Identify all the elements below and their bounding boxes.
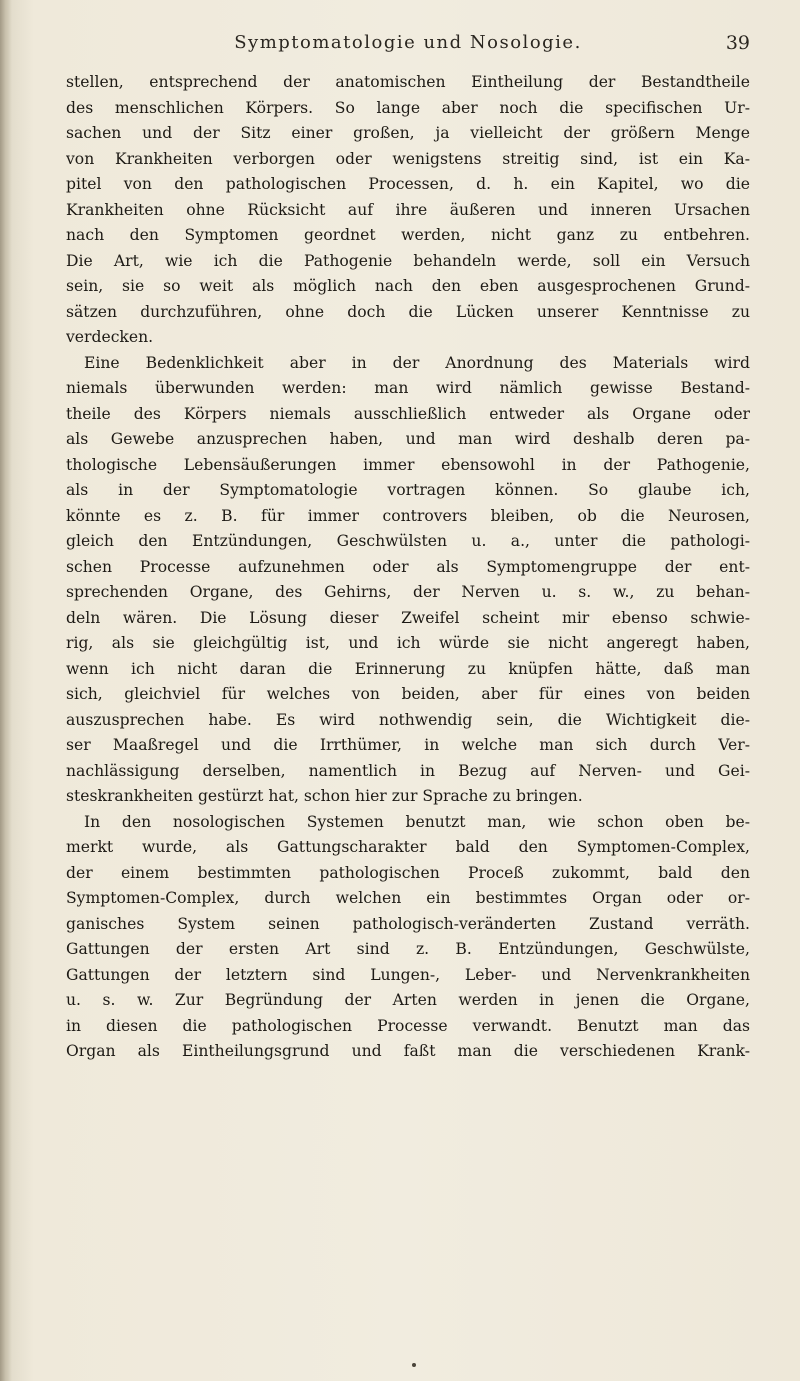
text-line: könnte es z. B. für immer controvers bleiben, ob die Neurosen, [66,506,750,525]
text-line: als in der Symptomatologie vortragen können. So glaube ich, [66,481,750,499]
text-line: u. s. w. Zur Begründung der Arten werden in jenen die Organe, [66,991,750,1009]
text-line: Organ als Eintheilungsgrund und faßt man die verschiedenen Krank- [66,1042,750,1060]
text-line: thologische Lebensäußerungen immer ebensowohl in der Pathogenie, [66,455,750,474]
text-line: Eine Bedenklichkeit aber in der Anordnung des Materials wird [84,353,750,372]
text-line: theile des Körpers niemals ausschließlich entweder als Organe oder [66,404,750,423]
text-line: schen Processe aufzunehmen oder als Symptomengruppe der ent- [66,557,750,576]
page-speck [412,1363,416,1367]
page-number: 39 [725,32,750,54]
text-line: auszusprechen habe. Es wird nothwendig sein, die Wichtigkeit die- [66,710,750,729]
body-text [66,70,750,1065]
text-line: steskrankheiten gestürzt hat, schon hier zur Sprache zu bringen. [66,787,583,805]
text-line: ganisches System seinen pathologisch-veränderten Zustand verräth. [66,914,750,933]
page-binding-edge [0,0,12,1381]
text-line: des menschlichen Körpers. So lange aber noch die specifischen Ur- [66,98,750,117]
running-title: Symptomatologie und Nosologie. [234,32,582,53]
text-line: nachlässigung derselben, namentlich in Bezug auf Nerven- und Gei- [66,761,750,780]
text-line: wenn ich nicht daran die Erinnerung zu knüpfen hätte, daß man [66,659,750,678]
text-line: stellen, entsprechend der anatomischen Eintheilung der Bestandtheile [66,73,750,91]
running-head [66,32,750,62]
text-line: gleich den Entzündungen, Geschwülsten u. a., unter die pathologi- [66,532,750,550]
text-line: sprechenden Organe, des Gehirns, der Nerven u. s. w., zu behan- [66,583,750,601]
text-line: verdecken. [66,328,154,346]
text-line: sätzen durchzuführen, ohne doch die Lücken unserer Kenntnisse zu [66,302,750,321]
text-line: deln wären. Die Lösung dieser Zweifel scheint mir ebenso schwie- [66,608,750,627]
text-line: Die Art, wie ich die Pathogenie behandeln werde, soll ein Versuch [66,251,750,270]
text-line: pitel von den pathologischen Processen, d. h. ein Kapitel, wo die [66,175,750,193]
text-line: als Gewebe anzusprechen haben, und man wird deshalb deren pa- [66,430,750,448]
text-line: merkt wurde, als Gattungscharakter bald den Symptomen-Complex, [66,838,750,856]
text-line: Gattungen der letztern sind Lungen-, Leber- und Nervenkrankheiten [66,965,750,984]
text-line: der einem bestimmten pathologischen Proceß zukommt, bald den [66,863,750,882]
text-line: niemals überwunden werden: man wird nämlich gewisse Bestand- [66,379,750,397]
text-line: sein, sie so weit als möglich nach den eben ausgesprochenen Grund- [66,277,750,295]
text-line: Gattungen der ersten Art sind z. B. Entzündungen, Geschwülste, [66,940,750,958]
text-line: rig, als sie gleichgültig ist, und ich würde sie nicht angeregt haben, [66,634,750,652]
text-line: nach den Symptomen geordnet werden, nicht ganz zu entbehren. [66,226,750,244]
text-line: sich, gleichviel für welches von beiden, aber für eines von beiden [66,685,750,703]
text-line: in diesen die pathologischen Processe verwandt. Benutzt man das [66,1016,750,1035]
text-line: ser Maaßregel und die Irrthümer, in welche man sich durch Ver- [66,736,750,754]
text-line: von Krankheiten verborgen oder wenigstens streitig sind, ist ein Ka- [66,149,750,168]
text-line: Symptomen-Complex, durch welchen ein bestimmtes Organ oder or- [66,889,750,907]
text-line: Krankheiten ohne Rücksicht auf ihre äußeren und inneren Ursachen [66,200,750,219]
text-line: In den nosologischen Systemen benutzt man, wie schon oben be- [84,812,750,831]
text-line: sachen und der Sitz einer großen, ja vielleicht der größern Menge [66,124,750,142]
